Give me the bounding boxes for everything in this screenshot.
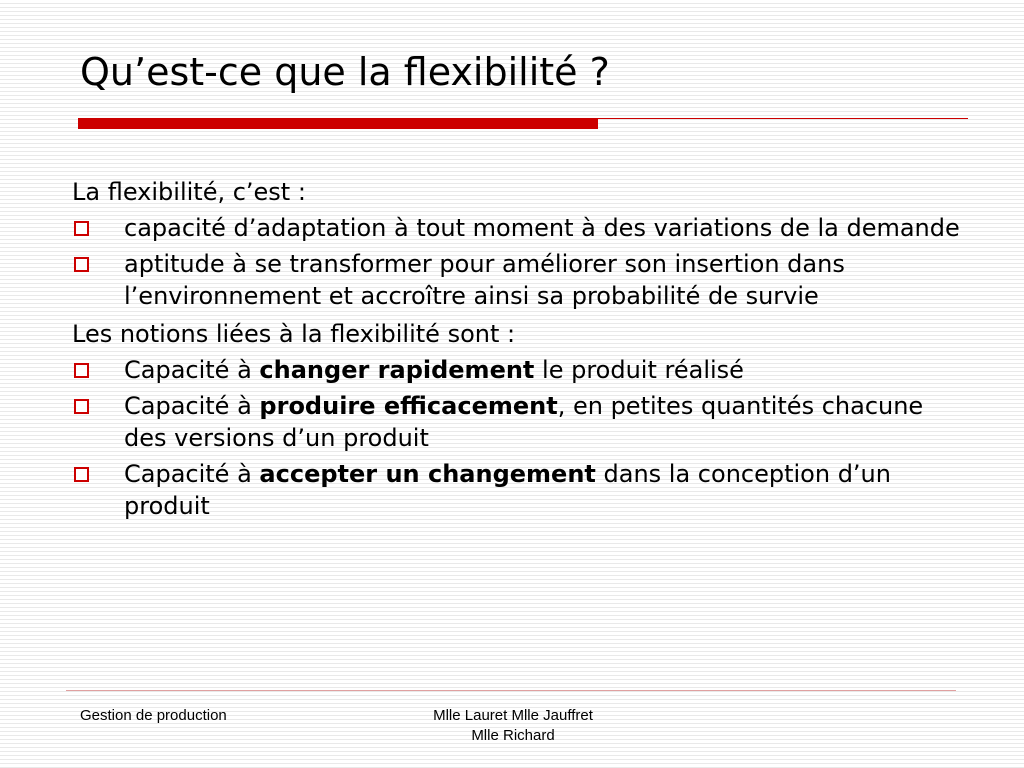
footer-authors-line1: Mlle Lauret Mlle Jauffret bbox=[433, 707, 593, 724]
footer-authors bbox=[383, 706, 643, 746]
slide-body bbox=[72, 176, 962, 528]
section-intro-notions: Les notions liées à la flexibilité sont : bbox=[72, 320, 516, 348]
title-underline-accent bbox=[78, 118, 598, 129]
list-item bbox=[72, 354, 962, 386]
list-item bbox=[72, 390, 962, 454]
list-item-text-emphasis: accepter un changement bbox=[259, 460, 596, 488]
hollow-square-bullet-icon bbox=[74, 221, 89, 236]
list-item-text-before: Capacité à bbox=[124, 356, 260, 384]
list-item bbox=[72, 458, 962, 522]
list-item-text-emphasis: produire efficacement bbox=[259, 392, 558, 420]
list-item-text-before: Capacité à bbox=[124, 392, 260, 420]
hollow-square-bullet-icon bbox=[74, 467, 89, 482]
list-item-text-after: , en petites quantités chacune des versions d’un produit bbox=[124, 392, 924, 452]
hollow-square-bullet-icon bbox=[74, 257, 89, 272]
hollow-square-bullet-icon bbox=[74, 399, 89, 414]
section-intro-definition: La flexibilité, c’est : bbox=[72, 178, 306, 206]
list-item-text-after: le produit réalisé bbox=[534, 356, 744, 384]
title-underline-thin bbox=[598, 118, 968, 119]
list-item-text: capacité d’adaptation à tout moment à des variations de la demande bbox=[124, 214, 960, 242]
list-item-text: aptitude à se transformer pour améliorer son insertion dans l’environnement et accroître ainsi sa probabilité de survie bbox=[124, 250, 845, 310]
footer-course-title: Gestion de production bbox=[80, 707, 227, 724]
list-item bbox=[72, 248, 962, 312]
list-item-text-emphasis: changer rapidement bbox=[259, 356, 535, 384]
slide-title: Qu’est-ce que la flexibilité ? bbox=[80, 50, 610, 94]
footer-authors-line2: Mlle Richard bbox=[471, 727, 555, 744]
list-item bbox=[72, 212, 962, 244]
hollow-square-bullet-icon bbox=[74, 363, 89, 378]
definition-list bbox=[72, 212, 962, 312]
list-item-text-after: dans la conception d’un produit bbox=[124, 460, 891, 520]
list-item-text-before: Capacité à bbox=[124, 460, 260, 488]
footer-divider bbox=[66, 690, 956, 691]
notions-list bbox=[72, 354, 962, 522]
